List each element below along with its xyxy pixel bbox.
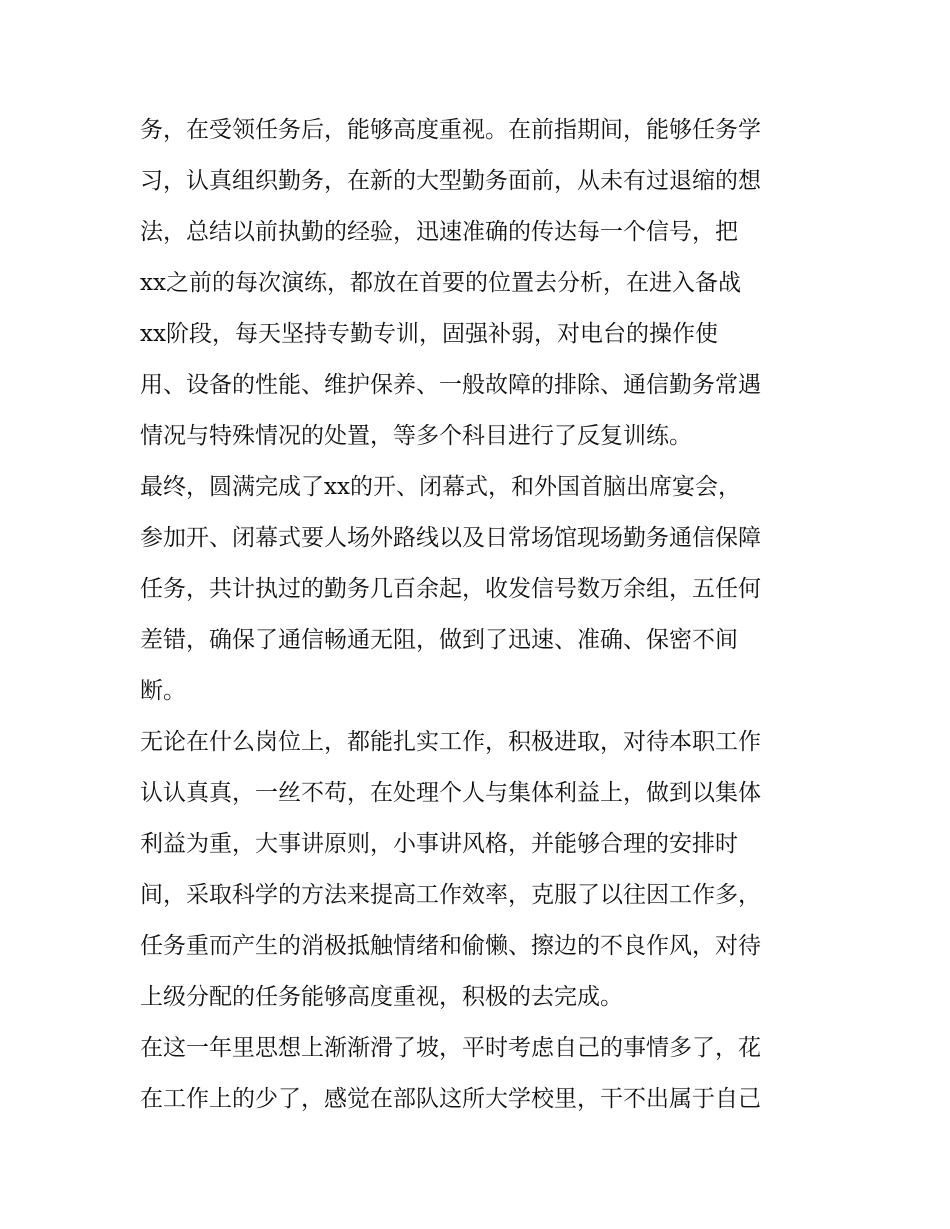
text-line: 法，总结以前执勤的经验，迅速准确的传达每一个信号，把 [140,219,738,245]
text-line: xx之前的每次演练，都放在首要的位置去分析，在进入备战 [140,270,741,296]
text-line: xx阶段，每天坚持专勤专训，固强补弱，对电台的操作使 [140,321,718,347]
text-line: 利益为重，大事讲原则，小事讲风格，并能够合理的安排时 [140,831,738,857]
text-line: 任务重而产生的消极抵触情绪和偷懒、擦边的不良作风，对待 [140,933,761,959]
text-line: 上级分配的任务能够高度重视，积极的去完成。 [140,984,623,1010]
text-line: 认认真真，一丝不苟，在处理个人与集体利益上，做到以集体 [140,780,761,806]
text-line: 用、设备的性能、维护保养、一般故障的排除、通信勤务常遇 [140,372,761,398]
text-line: 参加开、闭幕式要人场外路线以及日常场馆现场勤务通信保障 [140,525,761,551]
text-line: 务，在受领任务后，能够高度重视。在前指期间，能够任务学 [140,117,761,143]
text-line: 习，认真组织勤务，在新的大型勤务面前，从未有过退缩的想 [140,168,761,194]
text-line: 任务，共计执过的勤务几百余起，收发信号数万余组，五任何 [140,576,761,602]
text-line: 无论在什么岗位上，都能扎实工作，积极进取，对待本职工作 [140,729,761,755]
text-line: 情况与特殊情况的处置，等多个科目进行了反复训练。 [140,423,692,449]
document-body [140,105,820,1125]
text-line: 在工作上的少了，感觉在部队这所大学校里，干不出属于自己 [140,1086,761,1112]
text-line: 在这一年里思想上渐渐滑了坡，平时考虑自己的事情多了，花 [140,1035,761,1061]
text-line: 断。 [140,678,186,704]
text-line: 差错，确保了通信畅通无阻，做到了迅速、准确、保密不间 [140,627,738,653]
text-line: 间，采取科学的方法来提高工作效率，克服了以往因工作多， [140,882,761,908]
text-line: 最终，圆满完成了xx的开、闭幕式，和外国首脑出席宴会， [140,474,741,500]
